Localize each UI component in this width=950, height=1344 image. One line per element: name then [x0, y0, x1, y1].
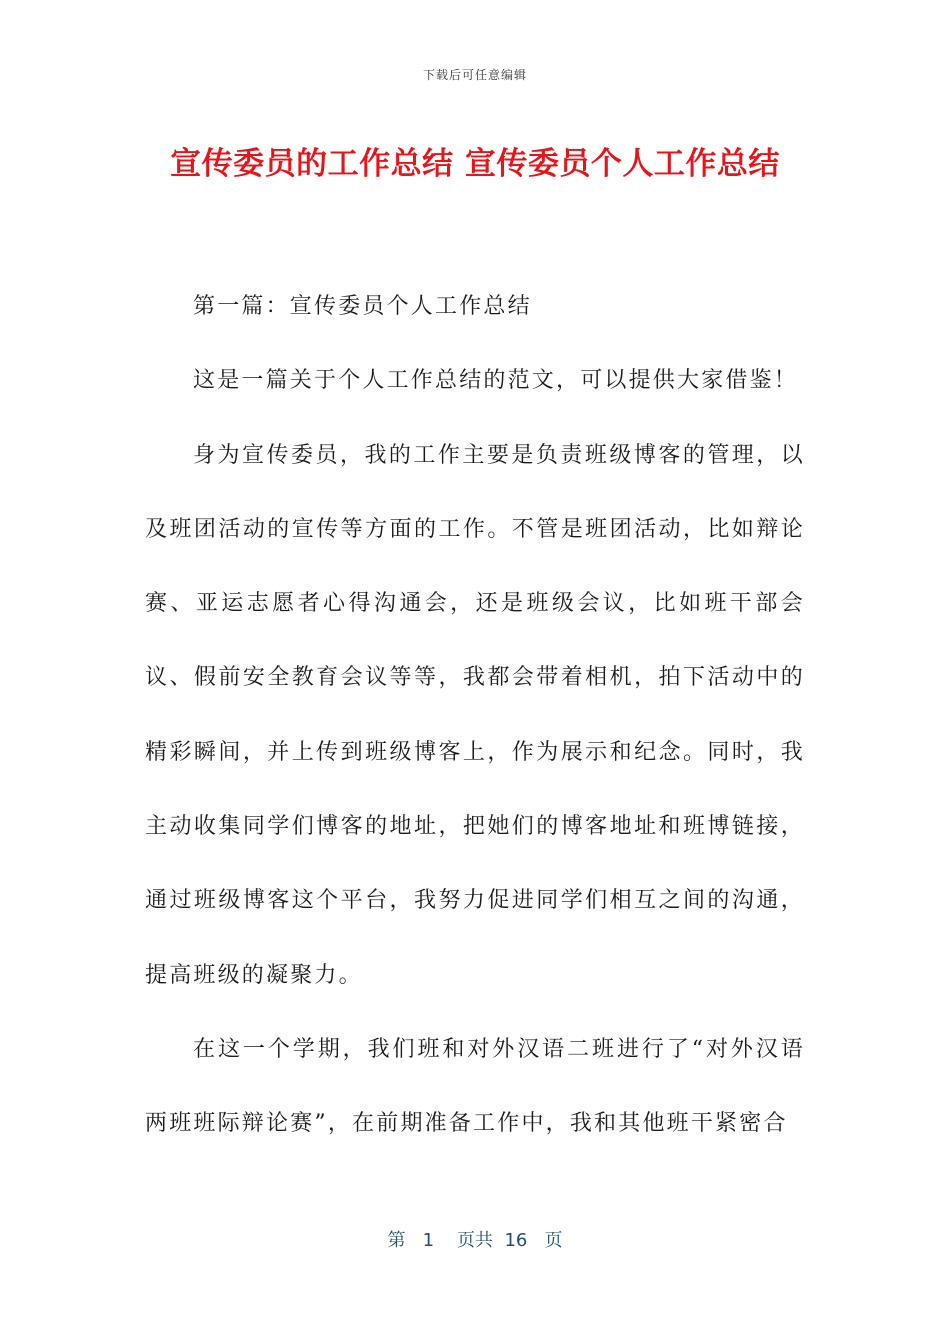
paragraph-heading: 第一篇：宣传委员个人工作总结 — [193, 294, 532, 319]
paragraph-main: 身为宣传委员，我的工作主要是负责班级博客的管理，以及班团活动的宣传等方面的工作。不管是班团活动，比如辩论赛、亚运志愿者心得沟通会，还是班级会议，比如班干部会议、假前安全教育会议等等，我都会带着相机，拍下活动中的精彩瞬间，并上传到班级博客上，作为展示和纪念。同时，我主动收集同学们博客的地址，把她们的博客地址和班博链接，通过班级博客这个平台，我努力促进同学们相互之间的沟通，提高班级的凝聚力。 — [145, 442, 805, 988]
footer-prefix: 第 — [387, 1230, 406, 1251]
document-body — [145, 270, 805, 1162]
paragraph-intro: 这是一篇关于个人工作总结的范文，可以提供大家借鉴！ — [193, 368, 799, 394]
paragraph-semester: 在这一个学期，我们班和对外汉语二班进行了“对外汉语两班班际辩论赛”，在前期准备工作中，我和其他班干紧密合 — [145, 1036, 805, 1137]
document-title: 宣传委员的工作总结 宣传委员个人工作总结 — [170, 146, 780, 182]
footer-middle: 页共 — [456, 1230, 493, 1251]
header-note: 下载后可任意编辑 — [422, 68, 527, 82]
footer-page-number: 1 — [422, 1230, 435, 1251]
page-footer — [0, 1226, 950, 1252]
footer-suffix: 页 — [544, 1230, 563, 1251]
footer-page-total: 16 — [504, 1230, 528, 1251]
